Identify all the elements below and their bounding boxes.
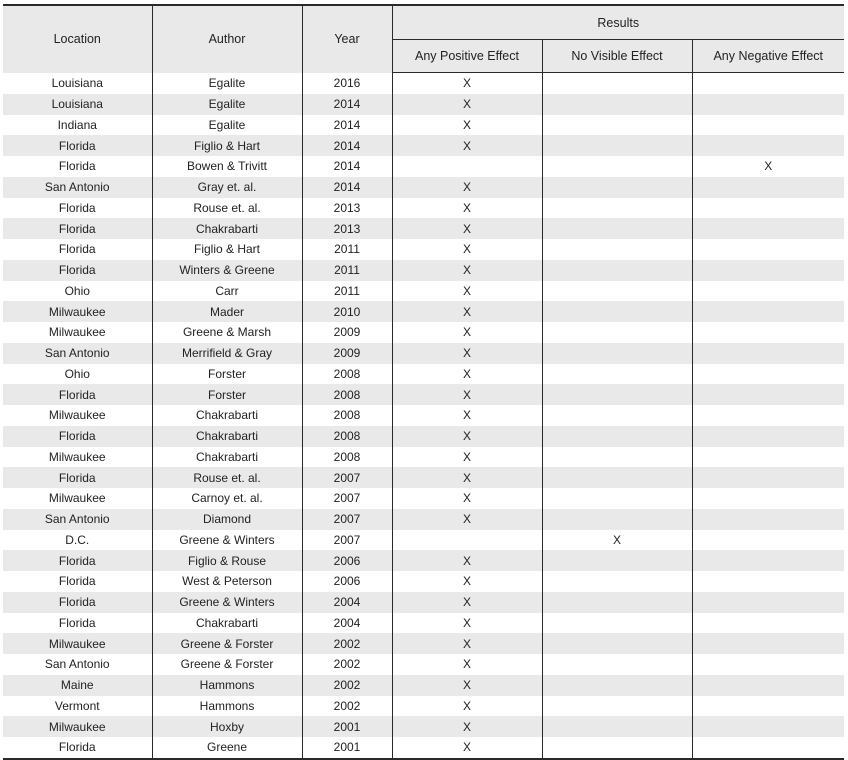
table-row bbox=[3, 613, 844, 634]
cell-location: Milwaukee bbox=[3, 488, 152, 509]
cell-year: 2009 bbox=[302, 343, 392, 364]
cell-any-positive-effect: X bbox=[392, 384, 542, 405]
cell-year: 2007 bbox=[302, 509, 392, 530]
cell-no-visible-effect bbox=[542, 447, 692, 468]
cell-no-visible-effect bbox=[542, 716, 692, 737]
studies-table bbox=[3, 4, 844, 760]
cell-year: 2001 bbox=[302, 737, 392, 759]
cell-author: Figlio & Hart bbox=[152, 135, 302, 156]
table-row bbox=[3, 654, 844, 675]
cell-year: 2008 bbox=[302, 405, 392, 426]
cell-any-positive-effect: X bbox=[392, 654, 542, 675]
cell-any-negative-effect bbox=[692, 488, 844, 509]
cell-location: Florida bbox=[3, 426, 152, 447]
cell-any-positive-effect: X bbox=[392, 509, 542, 530]
cell-location: Florida bbox=[3, 550, 152, 571]
table-row bbox=[3, 592, 844, 613]
cell-no-visible-effect bbox=[542, 467, 692, 488]
table-row bbox=[3, 633, 844, 654]
cell-any-negative-effect bbox=[692, 696, 844, 717]
cell-author: Forster bbox=[152, 364, 302, 385]
cell-location: Florida bbox=[3, 198, 152, 219]
cell-year: 2014 bbox=[302, 94, 392, 115]
cell-no-visible-effect bbox=[542, 260, 692, 281]
cell-year: 2002 bbox=[302, 633, 392, 654]
cell-location: Milwaukee bbox=[3, 301, 152, 322]
cell-year: 2014 bbox=[302, 115, 392, 136]
cell-any-negative-effect bbox=[692, 281, 844, 302]
table-row bbox=[3, 384, 844, 405]
cell-no-visible-effect bbox=[542, 364, 692, 385]
table-row bbox=[3, 177, 844, 198]
cell-location: Indiana bbox=[3, 115, 152, 136]
cell-year: 2006 bbox=[302, 550, 392, 571]
cell-any-negative-effect bbox=[692, 675, 844, 696]
cell-any-negative-effect bbox=[692, 135, 844, 156]
cell-author: Greene bbox=[152, 737, 302, 759]
cell-any-positive-effect: X bbox=[392, 550, 542, 571]
cell-author: Hammons bbox=[152, 696, 302, 717]
cell-location: Florida bbox=[3, 218, 152, 239]
cell-any-positive-effect: X bbox=[392, 115, 542, 136]
cell-author: Rouse et. al. bbox=[152, 467, 302, 488]
cell-no-visible-effect bbox=[542, 156, 692, 177]
cell-location: Florida bbox=[3, 239, 152, 260]
cell-author: Chakrabarti bbox=[152, 613, 302, 634]
cell-any-negative-effect bbox=[692, 571, 844, 592]
cell-location: Florida bbox=[3, 135, 152, 156]
cell-any-positive-effect: X bbox=[392, 135, 542, 156]
cell-no-visible-effect bbox=[542, 281, 692, 302]
cell-author: Figlio & Hart bbox=[152, 239, 302, 260]
cell-any-negative-effect bbox=[692, 218, 844, 239]
table-row bbox=[3, 301, 844, 322]
cell-any-positive-effect: X bbox=[392, 613, 542, 634]
cell-any-positive-effect: X bbox=[392, 322, 542, 343]
cell-any-positive-effect: X bbox=[392, 73, 542, 94]
cell-author: Carnoy et. al. bbox=[152, 488, 302, 509]
cell-location: Vermont bbox=[3, 696, 152, 717]
cell-location: Milwaukee bbox=[3, 633, 152, 654]
table-row bbox=[3, 115, 844, 136]
cell-any-negative-effect bbox=[692, 177, 844, 198]
cell-author: Merrifield & Gray bbox=[152, 343, 302, 364]
cell-no-visible-effect bbox=[542, 94, 692, 115]
cell-no-visible-effect bbox=[542, 343, 692, 364]
cell-author: Winters & Greene bbox=[152, 260, 302, 281]
cell-year: 2006 bbox=[302, 571, 392, 592]
cell-location: Florida bbox=[3, 737, 152, 759]
cell-any-positive-effect bbox=[392, 156, 542, 177]
cell-any-negative-effect bbox=[692, 426, 844, 447]
cell-no-visible-effect bbox=[542, 550, 692, 571]
cell-any-positive-effect: X bbox=[392, 94, 542, 115]
table-row bbox=[3, 198, 844, 219]
cell-any-negative-effect bbox=[692, 239, 844, 260]
cell-year: 2011 bbox=[302, 260, 392, 281]
cell-year: 2007 bbox=[302, 530, 392, 551]
cell-any-negative-effect bbox=[692, 94, 844, 115]
cell-author: Greene & Forster bbox=[152, 633, 302, 654]
cell-author: Rouse et. al. bbox=[152, 198, 302, 219]
cell-no-visible-effect: X bbox=[542, 530, 692, 551]
cell-any-positive-effect: X bbox=[392, 737, 542, 759]
table-row bbox=[3, 696, 844, 717]
table-row bbox=[3, 281, 844, 302]
cell-any-positive-effect: X bbox=[392, 696, 542, 717]
table-row bbox=[3, 571, 844, 592]
cell-any-positive-effect: X bbox=[392, 447, 542, 468]
table-header bbox=[3, 5, 844, 73]
cell-year: 2001 bbox=[302, 716, 392, 737]
cell-location: Florida bbox=[3, 384, 152, 405]
cell-location: Ohio bbox=[3, 281, 152, 302]
cell-any-positive-effect: X bbox=[392, 260, 542, 281]
cell-year: 2002 bbox=[302, 654, 392, 675]
cell-no-visible-effect bbox=[542, 115, 692, 136]
table-row bbox=[3, 73, 844, 94]
table-row bbox=[3, 239, 844, 260]
cell-any-positive-effect: X bbox=[392, 364, 542, 385]
cell-location: Florida bbox=[3, 592, 152, 613]
cell-any-positive-effect: X bbox=[392, 467, 542, 488]
cell-any-positive-effect: X bbox=[392, 488, 542, 509]
cell-year: 2011 bbox=[302, 281, 392, 302]
cell-no-visible-effect bbox=[542, 322, 692, 343]
cell-no-visible-effect bbox=[542, 426, 692, 447]
table-row bbox=[3, 218, 844, 239]
cell-location: San Antonio bbox=[3, 509, 152, 530]
cell-any-positive-effect: X bbox=[392, 405, 542, 426]
cell-any-negative-effect bbox=[692, 467, 844, 488]
table-row bbox=[3, 426, 844, 447]
table-row bbox=[3, 364, 844, 385]
cell-author: Greene & Marsh bbox=[152, 322, 302, 343]
table-row bbox=[3, 530, 844, 551]
cell-author: Forster bbox=[152, 384, 302, 405]
cell-location: Florida bbox=[3, 156, 152, 177]
cell-year: 2009 bbox=[302, 322, 392, 343]
cell-any-negative-effect: X bbox=[764, 159, 773, 174]
table-row bbox=[3, 156, 844, 177]
cell-no-visible-effect bbox=[542, 488, 692, 509]
cell-year: 2002 bbox=[302, 675, 392, 696]
cell-any-negative-effect bbox=[692, 343, 844, 364]
cell-author: Diamond bbox=[152, 509, 302, 530]
cell-any-positive-effect: X bbox=[392, 571, 542, 592]
cell-location: Milwaukee bbox=[3, 447, 152, 468]
cell-location: Ohio bbox=[3, 364, 152, 385]
cell-any-negative-effect bbox=[692, 198, 844, 219]
cell-location: San Antonio bbox=[3, 177, 152, 198]
table-row bbox=[3, 405, 844, 426]
table-row bbox=[3, 488, 844, 509]
cell-no-visible-effect bbox=[542, 696, 692, 717]
cell-year: 2007 bbox=[302, 467, 392, 488]
cell-any-negative-effect bbox=[692, 260, 844, 281]
cell-any-positive-effect: X bbox=[392, 633, 542, 654]
header-no-visible-effect: No Visible Effect bbox=[542, 40, 692, 73]
cell-year: 2013 bbox=[302, 218, 392, 239]
cell-any-negative-effect bbox=[692, 322, 844, 343]
cell-no-visible-effect bbox=[542, 675, 692, 696]
cell-any-negative-effect bbox=[692, 115, 844, 136]
cell-author: Chakrabarti bbox=[152, 426, 302, 447]
cell-no-visible-effect bbox=[542, 198, 692, 219]
header-location: Location bbox=[3, 5, 152, 73]
cell-any-negative-effect bbox=[692, 613, 844, 634]
cell-location: Florida bbox=[3, 467, 152, 488]
cell-year: 2007 bbox=[302, 488, 392, 509]
cell-author: Chakrabarti bbox=[152, 405, 302, 426]
cell-author: Greene & Winters bbox=[152, 530, 302, 551]
cell-any-positive-effect: X bbox=[392, 239, 542, 260]
table-row bbox=[3, 675, 844, 696]
cell-author: Hoxby bbox=[152, 716, 302, 737]
cell-any-negative-effect bbox=[692, 530, 844, 551]
table-row bbox=[3, 135, 844, 156]
table-row bbox=[3, 343, 844, 364]
cell-year: 2008 bbox=[302, 426, 392, 447]
cell-any-negative-effect bbox=[692, 716, 844, 737]
cell-author: Hammons bbox=[152, 675, 302, 696]
cell-any-positive-effect: X bbox=[392, 198, 542, 219]
table-row bbox=[3, 509, 844, 530]
cell-year: 2004 bbox=[302, 613, 392, 634]
cell-author: Carr bbox=[152, 281, 302, 302]
cell-any-positive-effect: X bbox=[392, 218, 542, 239]
cell-no-visible-effect bbox=[542, 633, 692, 654]
cell-year: 2011 bbox=[302, 239, 392, 260]
cell-author: Bowen & Trivitt bbox=[152, 156, 302, 177]
header-results: Results bbox=[392, 5, 844, 40]
table-row bbox=[3, 94, 844, 115]
cell-location: Louisiana bbox=[3, 94, 152, 115]
cell-location: Milwaukee bbox=[3, 405, 152, 426]
cell-author: Figlio & Rouse bbox=[152, 550, 302, 571]
cell-any-positive-effect: X bbox=[392, 281, 542, 302]
cell-any-negative-effect bbox=[692, 364, 844, 385]
cell-no-visible-effect bbox=[542, 218, 692, 239]
cell-location: D.C. bbox=[3, 530, 152, 551]
cell-any-positive-effect: X bbox=[392, 426, 542, 447]
cell-location: Maine bbox=[3, 675, 152, 696]
cell-year: 2002 bbox=[302, 696, 392, 717]
cell-location: Florida bbox=[3, 613, 152, 634]
cell-any-negative-effect bbox=[692, 384, 844, 405]
cell-any-negative-effect bbox=[692, 654, 844, 675]
cell-author: Chakrabarti bbox=[152, 218, 302, 239]
cell-location: Milwaukee bbox=[3, 322, 152, 343]
cell-any-positive-effect: X bbox=[392, 716, 542, 737]
table-row bbox=[3, 550, 844, 571]
cell-year: 2008 bbox=[302, 447, 392, 468]
cell-any-positive-effect: X bbox=[392, 592, 542, 613]
cell-author: Chakrabarti bbox=[152, 447, 302, 468]
cell-any-positive-effect bbox=[392, 530, 542, 551]
cell-author: West & Peterson bbox=[152, 571, 302, 592]
cell-any-positive-effect: X bbox=[392, 343, 542, 364]
cell-year: 2014 bbox=[302, 177, 392, 198]
cell-year: 2010 bbox=[302, 301, 392, 322]
cell-year: 2014 bbox=[302, 135, 392, 156]
table-row bbox=[3, 737, 844, 759]
cell-author: Egalite bbox=[152, 94, 302, 115]
header-author: Author bbox=[152, 5, 302, 73]
cell-year: 2004 bbox=[302, 592, 392, 613]
cell-location: San Antonio bbox=[3, 343, 152, 364]
cell-author: Greene & Forster bbox=[152, 654, 302, 675]
table-body bbox=[3, 73, 844, 759]
cell-any-negative-effect bbox=[692, 633, 844, 654]
cell-year: 2008 bbox=[302, 384, 392, 405]
cell-any-negative-effect bbox=[692, 737, 844, 759]
table-row bbox=[3, 447, 844, 468]
cell-no-visible-effect bbox=[542, 571, 692, 592]
cell-author: Egalite bbox=[152, 73, 302, 94]
cell-no-visible-effect bbox=[542, 592, 692, 613]
cell-any-negative-effect bbox=[692, 447, 844, 468]
cell-no-visible-effect bbox=[542, 73, 692, 94]
cell-any-negative-effect bbox=[692, 550, 844, 571]
cell-no-visible-effect bbox=[542, 384, 692, 405]
cell-author: Mader bbox=[152, 301, 302, 322]
cell-no-visible-effect bbox=[542, 301, 692, 322]
cell-any-negative-effect bbox=[692, 301, 844, 322]
cell-year: 2016 bbox=[302, 73, 392, 94]
cell-any-positive-effect: X bbox=[392, 301, 542, 322]
cell-location: Florida bbox=[3, 260, 152, 281]
cell-any-negative-effect bbox=[692, 73, 844, 94]
header-any-negative-effect: Any Negative Effect bbox=[692, 40, 844, 73]
cell-any-negative-effect bbox=[692, 592, 844, 613]
cell-location: Louisiana bbox=[3, 73, 152, 94]
header-year: Year bbox=[302, 5, 392, 73]
table-row bbox=[3, 467, 844, 488]
cell-author: Greene & Winters bbox=[152, 592, 302, 613]
cell-no-visible-effect bbox=[542, 239, 692, 260]
header-any-positive-effect: Any Positive Effect bbox=[392, 40, 542, 73]
table-row bbox=[3, 716, 844, 737]
cell-location: San Antonio bbox=[3, 654, 152, 675]
cell-no-visible-effect bbox=[542, 654, 692, 675]
table-row bbox=[3, 260, 844, 281]
cell-author: Gray et. al. bbox=[152, 177, 302, 198]
cell-location: Florida bbox=[3, 571, 152, 592]
cell-any-negative-effect bbox=[692, 509, 844, 530]
cell-no-visible-effect bbox=[542, 405, 692, 426]
cell-no-visible-effect bbox=[542, 509, 692, 530]
cell-any-negative-effect bbox=[692, 405, 844, 426]
cell-no-visible-effect bbox=[542, 135, 692, 156]
cell-no-visible-effect bbox=[542, 613, 692, 634]
table-row bbox=[3, 322, 844, 343]
cell-year: 2014 bbox=[302, 156, 392, 177]
cell-location: Milwaukee bbox=[3, 716, 152, 737]
cell-year: 2008 bbox=[302, 364, 392, 385]
cell-author: Egalite bbox=[152, 115, 302, 136]
cell-any-positive-effect: X bbox=[392, 177, 542, 198]
cell-no-visible-effect bbox=[542, 177, 692, 198]
cell-year: 2013 bbox=[302, 198, 392, 219]
cell-no-visible-effect bbox=[542, 737, 692, 759]
cell-any-positive-effect: X bbox=[392, 675, 542, 696]
